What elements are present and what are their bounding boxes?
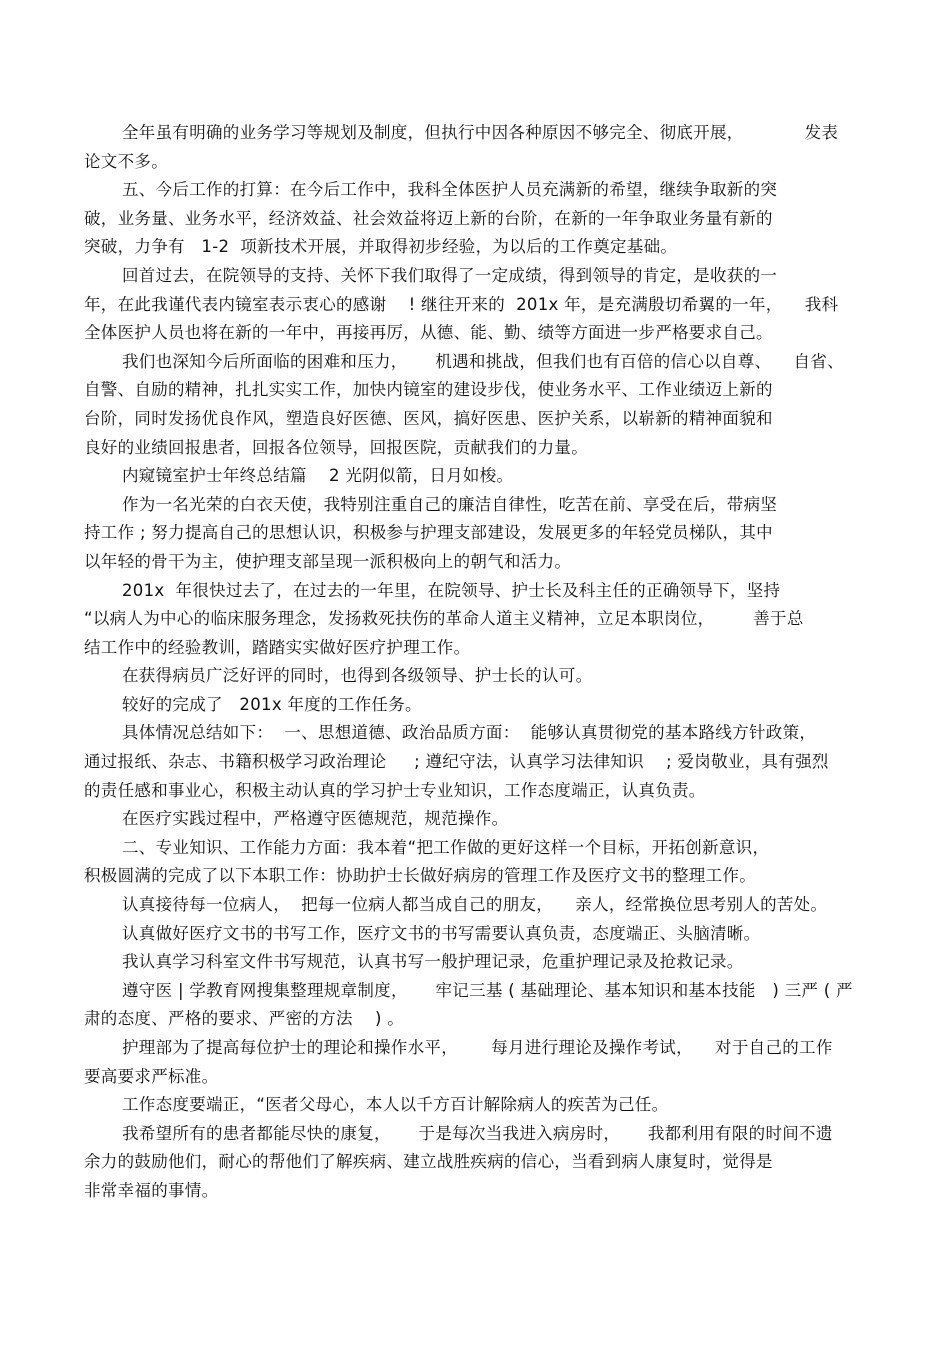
text-line: 较好的完成了 201x 年度的工作任务。 — [122, 694, 422, 714]
text-line: 201x 年很快过去了，在过去的一年里，在院领导、护士长及科主任的正确领导下，坚持 — [122, 580, 781, 600]
text-line: 认真做好医疗文书的书写工作，医疗文书的书写需要认真负责，态度端正、头脑清晰。 — [122, 923, 761, 943]
text-line: 认真接待每一位病人， 把每一位病人都当成自己的朋友， 亲人，经常换位思考别人的苦处。 — [122, 895, 828, 915]
text-line: 突破，力争有 1-2 项新技术开展，并取得初步经验，为以后的工作奠定基础。 — [84, 237, 678, 257]
text-line: 我们也深知今后所面临的困难和压力， 机遇和挑战，但我们也有百倍的信心以自尊、 自省、 — [122, 351, 844, 371]
text-line: 在获得病员广泛好评的同时，也得到各级领导、护士长的认可。 — [122, 666, 593, 686]
text-line: 年，在此我谨代表内镜室表示衷心的感谢 ! 继往开来的 201x 年，是充满殷切希翼的一年， 我科 — [84, 294, 839, 314]
text-line: 要高要求严标准。 — [84, 1066, 219, 1086]
text-line: 以年轻的骨干为主，使护理支部呈现一派积极向上的朝气和活力。 — [84, 551, 572, 571]
text-line: 我认真学习科室文件书写规范，认真书写一般护理记录，危重护理记录及抢救记录。 — [122, 952, 744, 972]
text-line: 工作态度要端正，“医者父母心，本人以千方百计解除病人的疾苦为己任。 — [122, 1095, 669, 1115]
text-line: 积极圆满的完成了以下本职工作：协助护士长做好病房的管理工作及医疗文书的整理工作。 — [84, 866, 756, 886]
text-line: 肃的态度、严格的要求、严密的方法 ) 。 — [84, 1009, 405, 1029]
text-line: 余力的鼓励他们，耐心的帮他们了解疾病、建立战胜疾病的信心，当看到病人康复时，觉得是 — [84, 1152, 773, 1172]
text-line: 五、今后工作的打算：在今后工作中，我科全体医护人员充满新的希望，继续争取新的突 — [122, 180, 778, 200]
text-line: 非常幸福的事情。 — [84, 1180, 219, 1200]
text-line: 全体医护人员也将在新的一年中，再接再厉，从德、能、勤、绩等方面进一步严格要求自己。 — [84, 323, 773, 343]
text-line: 护理部为了提高每位护士的理论和操作水平， 每月进行理论及操作考试， 对于自己的工作 — [122, 1038, 833, 1057]
text-line: 良好的业绩回报患者，回报各位领导，回报医院，贡献我们的力量。 — [84, 437, 588, 457]
text-line: 通过报纸、杂志、书籍积极学习政治理论 ; 遵纪守法，认真学习法律知识 ; 爱岗敬业，具有强烈 — [84, 752, 829, 772]
text-line: “以病人为中心的临床服务理念，发扬救死扶伤的革命人道主义精神，立足本职岗位， 善于总 — [84, 609, 804, 629]
text-line: 论文不多。 — [84, 151, 168, 171]
document-body — [84, 119, 874, 1206]
text-line: 在医疗实践过程中，严格遵守医德规范，规范操作。 — [122, 809, 509, 829]
text-line: 结工作中的经验教训，踏踏实实做好医疗护理工作。 — [84, 637, 471, 657]
text-line: 破，业务量、业务水平，经济效益、社会效益将迈上新的台阶，在新的一年争取业务量有新的 — [84, 208, 773, 228]
text-line: 的责任感和事业心，积极主动认真的学习护士专业知识，工作态度端正，认真负责。 — [84, 780, 706, 800]
text-line: 我希望所有的患者都能尽快的康复， 于是每次当我进入病房时， 我都利用有限的时间不遗 — [122, 1123, 833, 1143]
text-line: 回首过去，在院领导的支持、关怀下我们取得了一定成绩，得到领导的肯定，是收获的一 — [122, 265, 778, 285]
text-line: 遵守医 | 学教育网搜集整理规章制度， 牢记三基 ( 基础理论、基本知识和基本技能 ) 三严 ( 严 — [122, 980, 853, 1000]
text-line: 全年虽有明确的业务学习等规划及制度，但执行中因各种原因不够完全、彻底开展， 发表 — [122, 123, 839, 142]
text-line: 台阶，同时发扬优良作风，塑造良好医德、医风，搞好医患、医护关系，以崭新的精神面貌和 — [84, 408, 773, 428]
text-line: 二、专业知识、工作能力方面：我本着“把工作做的更好这样一个目标，开拓创新意识， — [122, 837, 770, 857]
text-line: 具体情况总结如下： 一、思想道德、政治品质方面： 能够认真贯彻党的基本路线方针政策， — [122, 723, 817, 743]
text-line: 自警、自励的精神，扎扎实实工作，加快内镜室的建设步伐，使业务水平、工作业绩迈上新的 — [84, 380, 773, 400]
text-line: 内窥镜室护士年终总结篇 2 光阴似箭，日月如梭。 — [122, 466, 514, 486]
text-line: 作为一名光荣的白衣天使，我特别注重自己的廉洁自律性，吃苦在前、享受在后，带病坚 — [122, 494, 778, 514]
text-line: 持工作 ; 努力提高自己的思想认识，积极参与护理支部建设，发展更多的年轻党员梯队，其中 — [84, 523, 773, 543]
